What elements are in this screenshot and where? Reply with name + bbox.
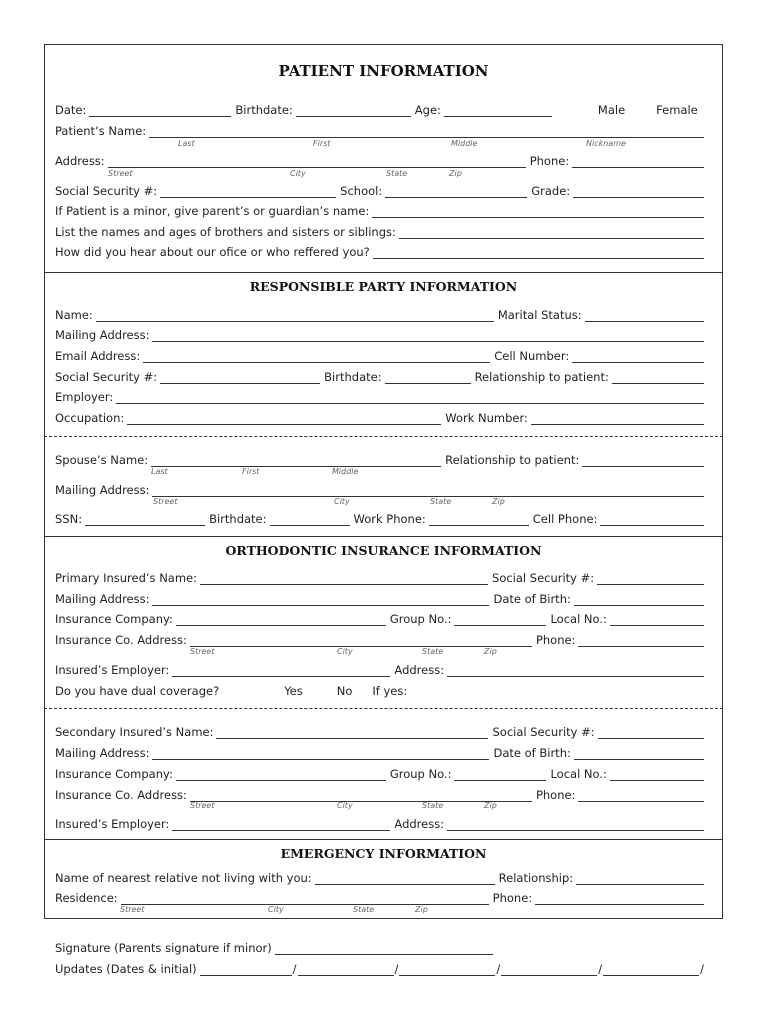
responsible-section-title: RESPONSIBLE PARTY INFORMATION bbox=[249, 279, 518, 294]
row-primary-insured bbox=[55, 569, 708, 585]
update-field[interactable] bbox=[501, 963, 597, 976]
primary-company-field[interactable] bbox=[176, 613, 386, 626]
row-guardian bbox=[55, 202, 708, 218]
rp-relationship-label: Relationship to patient: bbox=[474, 370, 609, 384]
spouse-birthdate-field[interactable] bbox=[270, 513, 350, 526]
row-dual-coverage bbox=[55, 682, 708, 698]
row-ssn-school-grade bbox=[55, 182, 708, 198]
hint-city: City bbox=[268, 905, 284, 914]
primary-local-field[interactable] bbox=[610, 613, 704, 626]
phone-field[interactable] bbox=[572, 155, 704, 168]
hint-city: City bbox=[337, 801, 353, 810]
update-separator: / bbox=[394, 962, 399, 976]
row-email-cell bbox=[55, 347, 708, 363]
hint-middle: Middle bbox=[451, 139, 478, 148]
primary-mailing-label: Mailing Address: bbox=[55, 592, 150, 606]
secondary-ssn-field[interactable] bbox=[598, 726, 704, 739]
secondary-phone-label: Phone: bbox=[535, 788, 576, 802]
row-rp-ssn bbox=[55, 368, 708, 384]
ssn-label: Social Security #: bbox=[55, 184, 158, 198]
spouse-name-field[interactable] bbox=[151, 454, 441, 467]
work-number-label: Work Number: bbox=[445, 411, 528, 425]
spouse-workphone-label: Work Phone: bbox=[353, 512, 426, 526]
primary-employer-address-field[interactable] bbox=[447, 664, 704, 677]
update-separator: / bbox=[700, 962, 705, 976]
secondary-ssn-label: Social Security #: bbox=[492, 725, 595, 739]
insurance-section-title: ORTHODONTIC INSURANCE INFORMATION bbox=[225, 543, 542, 558]
hint-street: Street bbox=[120, 905, 145, 914]
dual-yes-option[interactable]: Yes bbox=[284, 684, 303, 698]
grade-field[interactable] bbox=[573, 185, 704, 198]
row-primary-employer bbox=[55, 661, 708, 677]
siblings-label: List the names and ages of brothers and sisters or siblings: bbox=[55, 225, 396, 239]
row-primary-co-address bbox=[55, 631, 708, 647]
row-primary-mailing bbox=[55, 590, 708, 606]
secondary-mailing-field[interactable] bbox=[152, 747, 489, 760]
primary-local-label: Local No.: bbox=[550, 612, 607, 626]
row-siblings bbox=[55, 223, 708, 239]
row-occupation bbox=[55, 409, 708, 425]
secondary-insured-field[interactable] bbox=[216, 726, 488, 739]
rp-birthdate-label: Birthdate: bbox=[324, 370, 382, 384]
secondary-local-label: Local No.: bbox=[550, 767, 607, 781]
update-field[interactable] bbox=[200, 963, 292, 976]
referral-field[interactable] bbox=[373, 246, 704, 259]
row-secondary-company bbox=[55, 765, 708, 781]
rp-name-field[interactable] bbox=[96, 309, 494, 322]
row-secondary-insured bbox=[55, 723, 708, 739]
cell-field[interactable] bbox=[572, 350, 704, 363]
female-option[interactable]: Female bbox=[656, 103, 698, 117]
hint-street: Street bbox=[190, 647, 215, 656]
spouse-name-label: Spouse’s Name: bbox=[55, 453, 149, 467]
secondary-company-field[interactable] bbox=[176, 768, 386, 781]
row-patient-name bbox=[55, 122, 708, 138]
phone-label: Phone: bbox=[529, 154, 570, 168]
hint-state: State bbox=[430, 497, 452, 506]
row-employer bbox=[55, 388, 708, 404]
siblings-field[interactable] bbox=[399, 226, 704, 239]
update-separator: / bbox=[496, 962, 501, 976]
employer-label: Employer: bbox=[55, 390, 114, 404]
secondary-insured-label: Secondary Insured’s Name: bbox=[55, 725, 214, 739]
relative-label: Name of nearest relative not living with you: bbox=[55, 871, 312, 885]
update-field[interactable] bbox=[399, 963, 495, 976]
hint-state: State bbox=[422, 801, 444, 810]
secondary-company-label: Insurance Company: bbox=[55, 767, 173, 781]
age-label: Age: bbox=[414, 103, 441, 117]
rp-ssn-field[interactable] bbox=[160, 371, 320, 384]
row-address-phone bbox=[55, 152, 708, 168]
hint-zip: Zip bbox=[492, 497, 505, 506]
emergency-phone-field[interactable] bbox=[535, 892, 704, 905]
spouse-mailing-field[interactable] bbox=[152, 484, 704, 497]
secondary-co-address-label: Insurance Co. Address: bbox=[55, 788, 187, 802]
hint-city: City bbox=[334, 497, 350, 506]
dashed-divider bbox=[44, 436, 723, 437]
hint-last: Last bbox=[178, 139, 195, 148]
primary-ssn-field[interactable] bbox=[597, 572, 704, 585]
row-spouse-name bbox=[55, 451, 708, 467]
spouse-cell-label: Cell Phone: bbox=[532, 512, 598, 526]
relative-field[interactable] bbox=[315, 872, 495, 885]
school-label: School: bbox=[340, 184, 383, 198]
rp-ssn-label: Social Security #: bbox=[55, 370, 158, 384]
residence-field[interactable] bbox=[121, 892, 489, 905]
hint-street: Street bbox=[190, 801, 215, 810]
row-signature bbox=[55, 939, 708, 955]
spouse-cell-field[interactable] bbox=[600, 513, 704, 526]
primary-phone-label: Phone: bbox=[535, 633, 576, 647]
spouse-workphone-field[interactable] bbox=[429, 513, 529, 526]
row-secondary-employer bbox=[55, 815, 708, 831]
row-primary-company bbox=[55, 610, 708, 626]
patient-name-label: Patient’s Name: bbox=[55, 124, 147, 138]
date-field[interactable] bbox=[89, 104, 231, 117]
spouse-mailing-label: Mailing Address: bbox=[55, 483, 150, 497]
date-label: Date: bbox=[55, 103, 87, 117]
secondary-group-field[interactable] bbox=[454, 768, 546, 781]
hint-city: City bbox=[337, 647, 353, 656]
dual-coverage-label: Do you have dual coverage? bbox=[55, 684, 220, 698]
secondary-employer-field[interactable] bbox=[172, 818, 390, 831]
secondary-employer-address-field[interactable] bbox=[447, 818, 704, 831]
birthdate-label: Birthdate: bbox=[235, 103, 293, 117]
secondary-co-address-field[interactable] bbox=[190, 789, 532, 802]
rp-mailing-label: Mailing Address: bbox=[55, 328, 150, 342]
emergency-relationship-field[interactable] bbox=[576, 872, 704, 885]
secondary-phone-field[interactable] bbox=[578, 789, 704, 802]
row-secondary-mailing bbox=[55, 744, 708, 760]
spouse-relationship-field[interactable] bbox=[582, 454, 704, 467]
emergency-relationship-label: Relationship: bbox=[498, 871, 574, 885]
address-label: Address: bbox=[55, 154, 105, 168]
dual-ifyes-label: If yes: bbox=[372, 684, 408, 698]
spouse-relationship-label: Relationship to patient: bbox=[445, 453, 580, 467]
row-residence bbox=[55, 889, 708, 905]
primary-group-label: Group No.: bbox=[389, 612, 452, 626]
spouse-ssn-field[interactable] bbox=[85, 513, 205, 526]
update-field[interactable] bbox=[298, 963, 394, 976]
email-field[interactable] bbox=[143, 350, 490, 363]
hint-last: Last bbox=[151, 467, 168, 476]
occupation-label: Occupation: bbox=[55, 411, 125, 425]
hint-zip: Zip bbox=[484, 801, 497, 810]
school-field[interactable] bbox=[385, 185, 527, 198]
secondary-dob-field[interactable] bbox=[574, 747, 704, 760]
row-referral bbox=[55, 243, 708, 259]
rp-relationship-field[interactable] bbox=[612, 371, 704, 384]
male-option[interactable]: Male bbox=[597, 103, 626, 117]
dual-no-option[interactable]: No bbox=[336, 684, 353, 698]
update-separator: / bbox=[292, 962, 297, 976]
row-secondary-co-address bbox=[55, 786, 708, 802]
hint-city: City bbox=[290, 169, 306, 178]
email-label: Email Address: bbox=[55, 349, 141, 363]
birthdate-field[interactable] bbox=[296, 104, 411, 117]
update-field[interactable] bbox=[603, 963, 699, 976]
primary-employer-label: Insured’s Employer: bbox=[55, 663, 170, 677]
rp-birthdate-field[interactable] bbox=[385, 371, 471, 384]
secondary-dob-label: Date of Birth: bbox=[493, 746, 571, 760]
secondary-employer-label: Insured’s Employer: bbox=[55, 817, 170, 831]
ssn-field[interactable] bbox=[160, 185, 336, 198]
cell-label: Cell Number: bbox=[494, 349, 570, 363]
hint-zip: Zip bbox=[415, 905, 428, 914]
emergency-phone-label: Phone: bbox=[492, 891, 533, 905]
signature-label: Signature (Parents signature if minor) bbox=[55, 941, 272, 955]
row-name-marital bbox=[55, 306, 708, 322]
secondary-local-field[interactable] bbox=[610, 768, 704, 781]
primary-company-label: Insurance Company: bbox=[55, 612, 173, 626]
primary-insured-field[interactable] bbox=[200, 572, 488, 585]
section-divider bbox=[44, 839, 723, 840]
hint-state: State bbox=[422, 647, 444, 656]
section-divider bbox=[44, 536, 723, 537]
update-separator: / bbox=[598, 962, 603, 976]
residence-label: Residence: bbox=[55, 891, 118, 905]
rp-mailing-field[interactable] bbox=[152, 329, 704, 342]
row-date-birthdate-age bbox=[55, 101, 708, 117]
row-updates bbox=[55, 960, 708, 976]
hint-state: State bbox=[386, 169, 408, 178]
hint-first: First bbox=[313, 139, 331, 148]
primary-insured-label: Primary Insured’s Name: bbox=[55, 571, 198, 585]
age-field[interactable] bbox=[444, 104, 552, 117]
emergency-section-title: EMERGENCY INFORMATION bbox=[280, 846, 487, 861]
marital-label: Marital Status: bbox=[497, 308, 582, 322]
primary-phone-field[interactable] bbox=[578, 634, 704, 647]
patient-section-title: PATIENT INFORMATION bbox=[278, 62, 489, 80]
section-divider bbox=[44, 272, 723, 273]
signature-field[interactable] bbox=[275, 942, 493, 955]
marital-field[interactable] bbox=[585, 309, 704, 322]
secondary-group-label: Group No.: bbox=[389, 767, 452, 781]
primary-co-address-field[interactable] bbox=[190, 634, 532, 647]
row-spouse-mailing bbox=[55, 481, 708, 497]
primary-employer-field[interactable] bbox=[172, 664, 390, 677]
hint-zip: Zip bbox=[449, 169, 462, 178]
grade-label: Grade: bbox=[531, 184, 571, 198]
primary-ssn-label: Social Security #: bbox=[492, 571, 595, 585]
primary-dob-label: Date of Birth: bbox=[493, 592, 571, 606]
row-spouse-ssn bbox=[55, 510, 708, 526]
secondary-mailing-label: Mailing Address: bbox=[55, 746, 150, 760]
hint-state: State bbox=[353, 905, 375, 914]
dashed-divider bbox=[44, 708, 723, 709]
hint-middle: Middle bbox=[332, 467, 359, 476]
referral-label: How did you hear about our ofice or who reffered you? bbox=[55, 245, 370, 259]
occupation-field[interactable] bbox=[127, 412, 441, 425]
hint-street: Street bbox=[153, 497, 178, 506]
primary-group-field[interactable] bbox=[454, 613, 546, 626]
hint-street: Street bbox=[108, 169, 133, 178]
primary-mailing-field[interactable] bbox=[152, 593, 489, 606]
row-rp-mailing bbox=[55, 326, 708, 342]
hint-first: First bbox=[242, 467, 260, 476]
patient-name-field[interactable] bbox=[149, 125, 704, 138]
spouse-birthdate-label: Birthdate: bbox=[209, 512, 267, 526]
hint-zip: Zip bbox=[484, 647, 497, 656]
guardian-field[interactable] bbox=[372, 205, 704, 218]
rp-name-label: Name: bbox=[55, 308, 93, 322]
spouse-ssn-label: SSN: bbox=[55, 512, 83, 526]
updates-label: Updates (Dates & initial) bbox=[55, 962, 197, 976]
address-field[interactable] bbox=[108, 155, 526, 168]
employer-field[interactable] bbox=[116, 391, 704, 404]
row-relative bbox=[55, 869, 708, 885]
primary-employer-address-label: Address: bbox=[394, 663, 445, 677]
primary-co-address-label: Insurance Co. Address: bbox=[55, 633, 187, 647]
work-number-field[interactable] bbox=[531, 412, 704, 425]
secondary-employer-address-label: Address: bbox=[394, 817, 445, 831]
hint-nickname: Nickname bbox=[586, 139, 626, 148]
guardian-label: If Patient is a minor, give parent’s or guardian’s name: bbox=[55, 204, 370, 218]
primary-dob-field[interactable] bbox=[574, 593, 704, 606]
